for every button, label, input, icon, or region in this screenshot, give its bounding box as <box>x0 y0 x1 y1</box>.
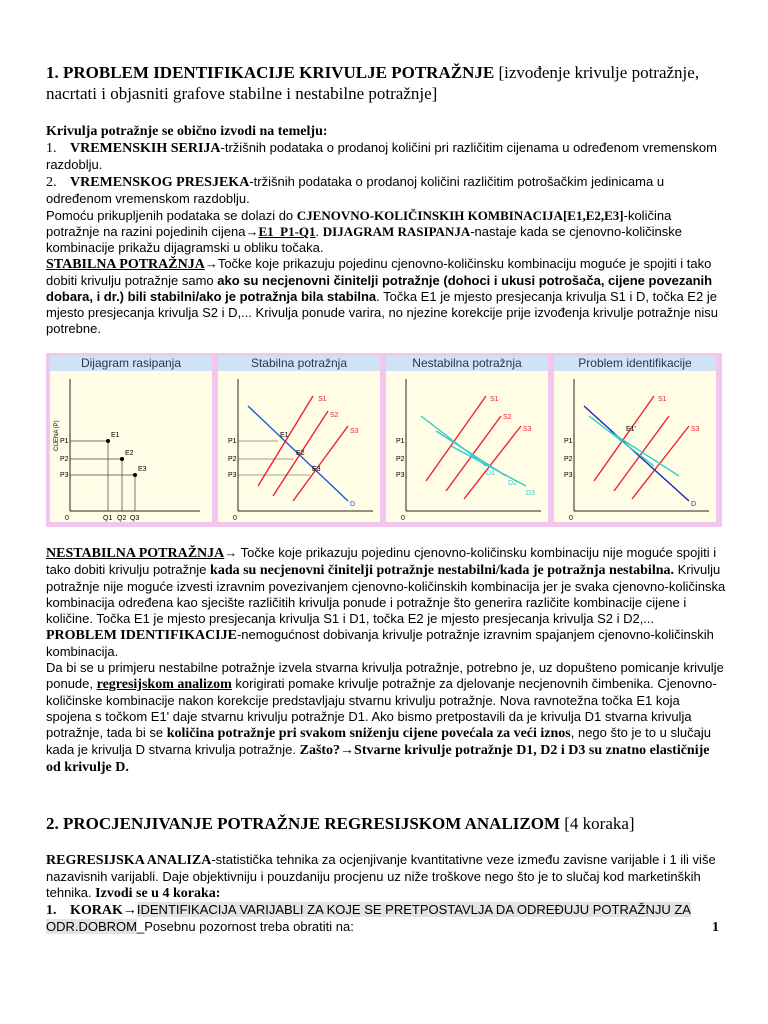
y-axis-label: CIJENA (P) <box>54 420 60 451</box>
paragraph-combinations: Pomoću prikupljenih podataka se dolazi do CJENOVNO-KOLIČINSKIH KOMBINACIJA[E1,E2,E3]-količina potražnje na razini pojedinih cijena→E1_P1-Q1. DIJAGRAM RASIPANJA-nastaje kada se cjenovno-količinske kombinacije prikažu dijagramski u obliku točaka. <box>46 208 682 255</box>
section-2-body <box>46 852 726 935</box>
chart-title: Dijagram rasipanja <box>50 356 212 371</box>
svg-text:D2: D2 <box>508 480 517 487</box>
tick-label: Q3 <box>130 515 140 522</box>
svg-text:S3: S3 <box>350 428 359 435</box>
paragraph-identification-problem: PROBLEM IDENTIFIKACIJE-nemogućnost dobivanja krivulje potražnje izravnim spajanjem cjenovno-količinskih kombinacija. <box>46 627 714 659</box>
svg-text:E1': E1' <box>626 426 636 433</box>
svg-text:0: 0 <box>569 515 573 522</box>
point-label: E2 <box>125 450 134 457</box>
paragraph-stable-demand: STABILNA POTRAŽNJA→Točke koje prikazuju pojedinu cjenovno-količinsku kombinaciju moguće je spojiti i tako dobiti krivulju potražnje samo ako su necjenovni činitelji potražnje (dohoci i ukusi potrošača, cijene povezanih dobara, i dr.) bili stabilni/ako je potražnja bila stabilna. Točka E1 je mjesto presjecanja krivulja S1 i D, točka E2 je mjesto presjecanja krivulja S2 i D,... Krivulja ponude varira, no njezine korekcije prije izvođenja krivulje potražnje nisu potrebne. <box>46 256 718 336</box>
svg-text:P2: P2 <box>564 456 573 463</box>
svg-text:S1: S1 <box>490 396 499 403</box>
page-number: 1 <box>712 920 719 935</box>
svg-text:P3: P3 <box>228 472 237 479</box>
svg-text:S3: S3 <box>523 426 532 433</box>
demand-charts-figure <box>46 353 722 527</box>
svg-text:0: 0 <box>401 515 405 522</box>
svg-text:D3: D3 <box>526 490 535 497</box>
chart-svg-stable <box>218 371 380 522</box>
svg-text:D: D <box>350 501 356 508</box>
tick-label: Q1 <box>103 515 113 522</box>
svg-text:S2: S2 <box>503 414 512 421</box>
chart-panel-unstable <box>386 356 548 522</box>
paragraph-regression-correction: Da bi se u primjeru nestabilne potražnje izvela stvarna krivulja potražnje, potrebno je, uz dopušteno pomicanje krivulje ponude, regresijskom analizom korigirati pomake krivulje potražnje za djelovanje necjenovnih čimbenika. Cjenovno-količinske kombinacije nakon korekcije predstavljaju stvarnu krivulju potražnje. Nova ravnotežna točka E1 koja spojena s točkom E1' daje stvarnu krivulju potražnje D1. Ako bismo pretpostavili da je krivulja D1 stvarna krivulja potražnje, tada bi se količina potražnje pri svakom sniženju cijene povećala za veći iznos, nego što je to u slučaju kada je krivulja D stvarna krivulja potražnje. Zašto?→Stvarne krivulje potražnje D1, D2 i D3 su znatno elastičnije od krivulje D. <box>46 660 724 775</box>
svg-text:P2: P2 <box>228 456 237 463</box>
chart-title: Nestabilna potražnja <box>386 356 548 371</box>
tick-label: P2 <box>60 456 69 463</box>
chart-panel-stable <box>218 356 380 522</box>
list-item: 1. KORAK→IDENTIFIKACIJA VARIJABLI ZA KOJE SE PRETPOSTAVLJA DA ODREĐUJU POTRAŽNJU ZA ODR.DOBROM_Posebnu pozornost treba obratiti na: <box>46 902 691 934</box>
point-label: E1 <box>111 432 120 439</box>
svg-text:0: 0 <box>233 515 237 522</box>
chart-svg-identification <box>554 371 716 522</box>
svg-text:S3: S3 <box>691 426 700 433</box>
svg-text:P3: P3 <box>564 472 573 479</box>
svg-text:S2: S2 <box>330 412 339 419</box>
svg-text:P1: P1 <box>228 438 237 445</box>
chart-title: Stabilna potražnja <box>218 356 380 371</box>
section-1-heading: 1. PROBLEM IDENTIFIKACIJE KRIVULJE POTRAŽNJE [izvođenje krivulje potražnje, nacrtati i objasniti grafove stabilne i nestabilne potražnje] <box>46 63 700 103</box>
list-item: 2. VREMENSKOG PRESJEKA-tržišnih podataka o prodanoj količini različitim potrošačkim jedinicama u određenom vremenskom razdoblju. <box>46 174 665 206</box>
section-1-intro: Krivulja potražnje se obično izvodi na temelju: 1. VREMENSKIH SERIJA-tržišnih podataka o prodanoj količini pri različitim cijenama u određenom vremenskom razdoblju. 2. VREMENSKOG PRESJEKA-tržišnih podataka o prodanoj količini različitim potrošačkim jedinicama u određenom vremenskom razdoblju. Pomoću prikupljenih podataka se dolazi do CJENOVNO-KOLIČINSKIH KOMBINACIJA[E1,E2,E3]-količina potražnje na razini pojedinih cijena→E1_P1-Q1. DIJAGRAM RASIPANJA-nastaje kada se cjenovno-količinske kombinacije prikažu dijagramski u obliku točaka. STABILNA POTRAŽNJA→Točke koje prikazuju pojedinu cjenovno-količinsku kombinaciju moguće je spojiti i tako dobiti krivulju potražnje samo ako su necjenovni činitelji potražnje (dohoci i ukusi potrošača, cijene povezanih dobara, i dr.) bili stabilni/ako je potražnja bila stabilna. Točka E1 je mjesto presjecanja krivulja S1 i D, točka E2 je mjesto presjecanja krivulja S2 i D,... Krivulja ponude varira, no njezine korekcije prije izvođenja krivulje potražnje nisu potrebne. <box>46 124 726 337</box>
svg-text:P2: P2 <box>396 456 405 463</box>
svg-text:E1: E1 <box>280 432 289 439</box>
svg-text:P1: P1 <box>564 438 573 445</box>
chart-panel-scatter <box>50 356 212 522</box>
svg-text:E2: E2 <box>296 450 305 457</box>
chart-panel-identification <box>554 356 716 522</box>
svg-text:S1: S1 <box>318 396 327 403</box>
point-label: E3 <box>138 466 147 473</box>
chart-title: Problem identifikacije <box>554 356 716 371</box>
origin-label: 0 <box>65 515 69 522</box>
section-2-heading: 2. PROCJENJIVANJE POTRAŽNJE REGRESIJSKOM ANALIZOM [4 koraka] <box>46 814 635 833</box>
tick-label: P1 <box>60 438 69 445</box>
paragraph-unstable-demand: NESTABILNA POTRAŽNJA→ Točke koje prikazuju pojedinu cjenovno-količinsku kombinaciju nije moguće spojiti i tako dobiti krivulju potražnje kada su necjenovni činitelji potražnje nestabilni/kada je potražnja nestabilna. Krivulju potražnje nije moguće izvesti izravnim povezivanjem cjenovno-količinskih kombinacija jer je svaka cjenovno-količinska kombinacija određena kao sjecište različitih krivulja ponude i potražnje što generira različite kombinacije cijene i količine. Točka E1 je mjesto presjecanja krivulja S1 i D1, točka E2 je mjesto presjecanja krivulja S2 i D2,... <box>46 545 726 626</box>
paragraph-regression-analysis: REGRESIJSKA ANALIZA-statistička tehnika za ocjenjivanje kvantitativne veze između zavisne varijable i 1 ili više nazavisnih varijabli. Daje objektivniju i pouzdaniju procjenu uz niže troškove nego što je to slučaj kod marketinških tehnika. Izvodi se u 4 koraka: <box>46 852 716 901</box>
svg-text:D: D <box>691 501 697 508</box>
tick-label: P3 <box>60 472 69 479</box>
chart-svg-unstable <box>386 371 548 522</box>
chart-svg-scatter <box>50 371 212 522</box>
svg-text:P1: P1 <box>396 438 405 445</box>
svg-text:D1: D1 <box>486 470 495 477</box>
section-1-continued <box>46 545 726 776</box>
svg-text:S1: S1 <box>658 396 667 403</box>
tick-label: Q2 <box>117 515 127 522</box>
list-item: 1. VREMENSKIH SERIJA-tržišnih podataka o prodanoj količini pri različitim cijenama u određenom vremenskom razdoblju. <box>46 140 717 172</box>
svg-text:P3: P3 <box>396 472 405 479</box>
svg-text:E3: E3 <box>312 466 321 473</box>
